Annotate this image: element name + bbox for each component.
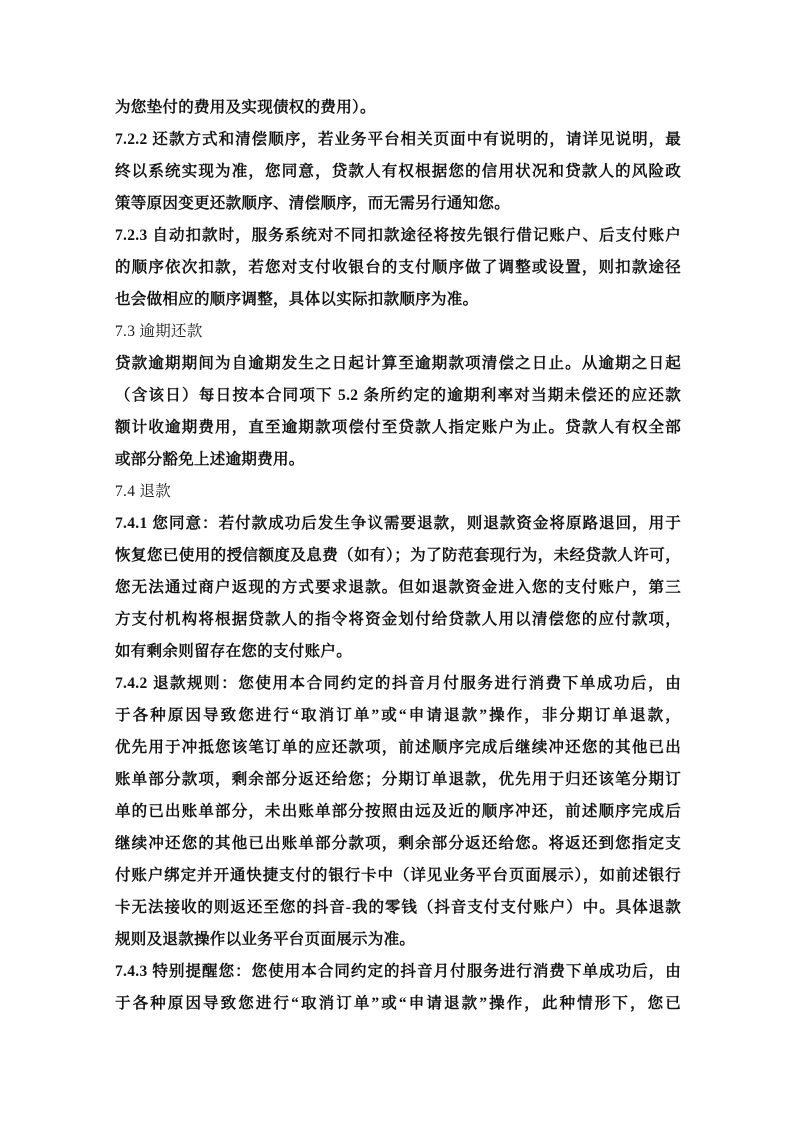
text-line: 如有剩余则留存在您的支付账户。 — [115, 643, 353, 660]
section-heading — [115, 476, 681, 508]
paragraph — [115, 508, 681, 668]
text-line: 贷款逾期期间为自逾期发生之日起计算至逾期款项清偿之日止。从逾期之日起 — [115, 355, 681, 372]
paragraph — [115, 348, 681, 476]
text-line: 继续冲还您的其他已出账单部分款项，剩余部分返还给您。将返还到您指定支 — [115, 835, 681, 852]
text-line: 方支付机构将根据贷款人的指令将资金划付给贷款人用以清偿您的应付款项， — [115, 611, 681, 628]
text-line: 于各种原因导致您进行“取消订单”或“申请退款”操作，此种情形下，您已 — [115, 995, 681, 1012]
section-heading — [115, 316, 681, 348]
text-line: 7.2.3 自动扣款时，服务系统对不同扣款途径将按先银行借记账户、后支付账户 — [115, 227, 681, 244]
paragraph — [115, 668, 681, 956]
paragraph — [115, 220, 681, 316]
text-line: 付账户绑定并开通快捷支付的银行卡中（详见业务平台页面展示），如前述银行 — [115, 867, 681, 884]
text-line: 单的已出账单部分，未出账单部分按照由远及近的顺序冲还，前述顺序完成后 — [115, 803, 681, 820]
text-line: 额计收逾期费用，直至逾期款项偿付至贷款人指定账户为止。贷款人有权全部 — [115, 419, 681, 436]
paragraph — [115, 124, 681, 220]
paragraph — [115, 956, 681, 1020]
text-line: 或部分豁免上述逾期费用。 — [115, 451, 305, 468]
document-text-block — [115, 92, 681, 1020]
text-line: 7.3 逾期还款 — [115, 323, 203, 340]
text-line: 7.4.1 您同意：若付款成功后发生争议需要退款，则退款资金将原路退回，用于 — [115, 515, 681, 532]
text-line: 优先用于冲抵您该笔订单的应还款项，前述顺序完成后继续冲还您的其他已出 — [115, 739, 681, 756]
text-line: 终以系统实现为准，您同意，贷款人有权根据您的信用状况和贷款人的风险政 — [115, 163, 681, 180]
text-line: 您无法通过商户返现的方式要求退款。但如退款资金进入您的支付账户，第三 — [115, 579, 681, 596]
text-line: 账单部分款项，剩余部分返还给您；分期订单退款，优先用于归还该笔分期订 — [115, 771, 681, 788]
text-line: （含该日）每日按本合同项下 5.2 条所约定的逾期利率对当期未偿还的应还款 — [115, 387, 681, 404]
text-line: 规则及退款操作以业务平台页面展示为准。 — [115, 931, 416, 948]
text-line: 卡无法接收的则返还至您的抖音-我的零钱（抖音支付支付账户）中。具体退款 — [115, 899, 681, 916]
text-line: 恢复您已使用的授信额度及息费（如有）；为了防范套现行为，未经贷款人许可， — [115, 547, 681, 564]
text-line: 于各种原因导致您进行“取消订单”或“申请退款”操作，非分期订单退款， — [115, 707, 681, 724]
text-line: 也会做相应的顺序调整，具体以实际扣款顺序为准。 — [115, 291, 479, 308]
text-line: 策等原因变更还款顺序、清偿顺序，而无需另行通知您。 — [115, 195, 511, 212]
text-line: 为您垫付的费用及实现债权的费用）。 — [115, 99, 376, 116]
text-line: 7.4 退款 — [115, 483, 172, 500]
text-line: 的顺序依次扣款，若您对支付收银台的支付顺序做了调整或设置，则扣款途径 — [115, 259, 681, 276]
text-line: 7.4.3 特别提醒您：您使用本合同约定的抖音月付服务进行消费下单成功后，由 — [115, 963, 681, 980]
text-line: 7.2.2 还款方式和清偿顺序，若业务平台相关页面中有说明的，请详见说明，最 — [115, 131, 681, 148]
paragraph — [115, 92, 681, 124]
text-line: 7.4.2 退款规则：您使用本合同约定的抖音月付服务进行消费下单成功后，由 — [115, 675, 681, 692]
